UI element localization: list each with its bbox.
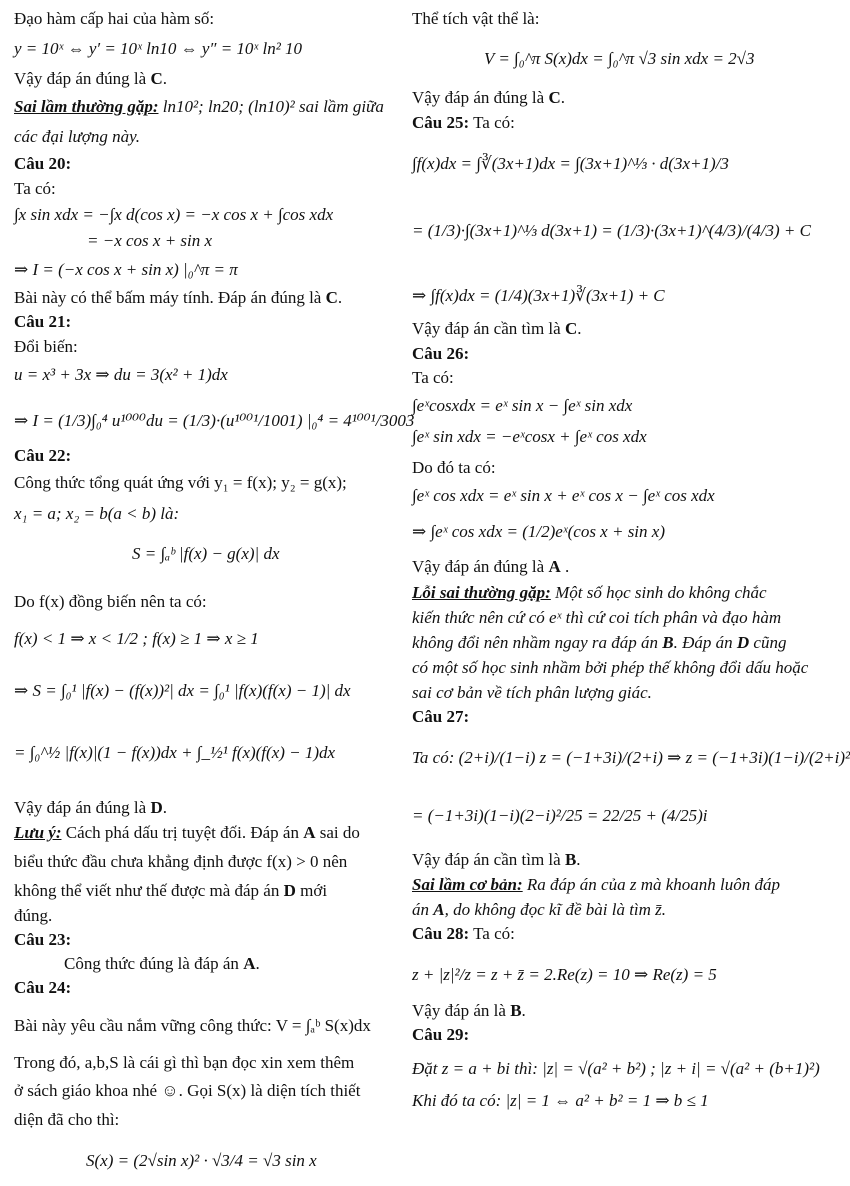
answer-line: Vậy đáp án đúng là D. [14, 798, 167, 817]
common-mistake-note: Sai lầm cơ bản: Ra đáp án của z mà khoanh luôn đáp [412, 875, 781, 894]
common-mistake-note: Lỗi sai thường gặp: Một số học sinh do không chắc [412, 583, 767, 602]
text-line: đúng. [14, 906, 53, 925]
text-line: Đạo hàm cấp hai của hàm số: [14, 9, 215, 28]
question-heading: Câu 21: [14, 312, 72, 331]
formula: Khi đó ta có: |z| = 1 ⇔ a² + b² = 1 ⇒ b ≤ 1 [412, 1091, 709, 1110]
text-line: biểu thức đầu chưa khẳng định được f(x) > 0 nên [14, 852, 348, 871]
formula: ∫eˣcosxdx = eˣ sin x − ∫eˣ sin xdx [412, 396, 633, 415]
formula: ∫x sin xdx = −∫x d(cos x) = −x cos x + ∫cos xdx [14, 205, 334, 224]
formula: f(x) < 1 ⇒ x < 1/2 ; f(x) ≥ 1 ⇒ x ≥ 1 [14, 629, 259, 648]
text-line: có một số học sinh nhầm bởi phép thế không đổi dấu hoặc [412, 658, 809, 677]
text-line: Ta có: [412, 368, 454, 387]
text-line: Thể tích vật thể là: [412, 9, 540, 28]
answer-line: Bài này có thể bấm máy tính. Đáp án đúng là C. [14, 288, 343, 307]
answer-line: Vậy đáp án đúng là C. [14, 69, 167, 88]
answer-line: Công thức đúng là đáp án A. [64, 954, 260, 973]
question-heading: Câu 22: [14, 446, 72, 465]
formula: ∫f(x)dx = ∫∛(3x+1)dx = ∫(3x+1)^⅓ · d(3x+1)/3 [412, 154, 729, 173]
formula: = (1/3)·∫(3x+1)^⅓ d(3x+1) = (1/3)·(3x+1)^(4/3)/(4/3) + C [412, 221, 811, 240]
answer-line: Vậy đáp án cần tìm là C. [412, 319, 582, 338]
question-heading: Câu 29: [412, 1025, 470, 1044]
formula: y = 10ˣ ⇔ y′ = 10ˣ ln10 ⇔ y″ = 10ˣ ln² 10 [14, 39, 303, 58]
question-heading: Câu 23: [14, 930, 72, 949]
formula: ∫eˣ cos xdx = eˣ sin x + eˣ cos x − ∫eˣ cos xdx [412, 486, 715, 505]
question-heading: Câu 25: Ta có: [412, 113, 515, 132]
text-line: Do f(x) đồng biến nên ta có: [14, 592, 207, 611]
formula: Đặt z = a + bi thì: |z| = √(a² + b²) ; |z + i| = √(a² + (b+1)²) [412, 1059, 820, 1078]
formula: ⇒ ∫f(x)dx = (1/4)(3x+1)∛(3x+1) + C [412, 286, 665, 305]
question-heading: Câu 20: [14, 154, 72, 173]
text-line: Ta có: [14, 179, 56, 198]
text-line: Đổi biến: [14, 337, 78, 356]
answer-line: Vậy đáp án là B. [412, 1001, 526, 1020]
formula: = ∫₀^½ |f(x)|(1 − f(x))dx + ∫_½¹ f(x)(f(x) − 1)dx [14, 743, 336, 762]
text-line: kiến thức nên cứ có eˣ thì cứ coi tích phân và đạo hàm [412, 608, 782, 627]
text-line: Trong đó, a,b,S là cái gì thì bạn đọc xin xem thêm [14, 1053, 355, 1072]
question-heading: Câu 27: [412, 707, 470, 726]
text-line: không thể viết như thế được mà đáp án D mới [14, 881, 328, 900]
text-line: Bài này yêu cầu nắm vững công thức: V = ∫ₐᵇ S(x)dx [14, 1016, 371, 1035]
question-heading: Câu 28: Ta có: [412, 924, 515, 943]
text-line: các đại lượng này. [14, 127, 140, 146]
formula: Ta có: (2+i)/(1−i) z = (−1+3i)/(2+i) ⇒ z = (−1+3i)(1−i)/(2+i)² [412, 748, 850, 767]
answer-line: Vậy đáp án đúng là A . [412, 557, 570, 576]
note-line: Lưu ý: Cách phá dấu trị tuyệt đối. Đáp án A sai do [14, 823, 360, 842]
formula: ∫eˣ sin xdx = −eˣcosx + ∫eˣ cos xdx [412, 427, 647, 446]
common-mistake-note: Sai lầm thường gặp: ln10²; ln20; (ln10)² sai lầm giữa [14, 97, 384, 116]
formula: = −x cos x + sin x [87, 231, 213, 250]
text-line: án A, do không đọc kĩ đề bài là tìm z̄. [412, 900, 667, 919]
question-heading: Câu 26: [412, 344, 470, 363]
formula: ⇒ ∫eˣ cos xdx = (1/2)eˣ(cos x + sin x) [412, 522, 665, 541]
question-heading: Câu 24: [14, 978, 72, 997]
formula: z + |z|²/z = z + z̄ = 2.Re(z) = 10 ⇒ Re(z) = 5 [412, 965, 717, 984]
formula: ⇒ S = ∫₀¹ |f(x) − (f(x))²| dx = ∫₀¹ |f(x)(f(x) − 1)| dx [14, 681, 351, 700]
answer-line: Vậy đáp án cần tìm là B. [412, 850, 581, 869]
answer-line: Vậy đáp án đúng là C. [412, 88, 565, 107]
text-line: không đổi nên nhầm ngay ra đáp án B. Đáp án D cũng [412, 633, 787, 652]
formula: V = ∫₀^π S(x)dx = ∫₀^π √3 sin xdx = 2√3 [484, 49, 755, 68]
formula: u = x³ + 3x ⇒ du = 3(x² + 1)dx [14, 365, 228, 384]
text-line: diện đã cho thì: [14, 1110, 120, 1129]
text-line: Công thức tổng quát ứng với y₁ = f(x); y₂ = g(x); [14, 473, 347, 492]
formula: ⇒ I = (−x cos x + sin x) |₀^π = π [14, 260, 238, 279]
formula: S(x) = (2√sin x)² · √3/4 = √3 sin x [86, 1151, 317, 1170]
text-line: Do đó ta có: [412, 458, 496, 477]
text-line: ở sách giáo khoa nhé ☺. Gọi S(x) là diện tích thiết [14, 1081, 361, 1100]
formula: S = ∫ₐᵇ |f(x) − g(x)| dx [132, 544, 280, 563]
formula: ⇒ I = (1/3)∫₀⁴ u¹⁰⁰⁰du = (1/3)·(u¹⁰⁰¹/1001) |₀⁴ = 4¹⁰⁰¹/3003 [14, 411, 415, 430]
formula: = (−1+3i)(1−i)(2−i)²/25 = 22/25 + (4/25)i [412, 806, 708, 825]
formula: x₁ = a; x₂ = b(a < b) là: [14, 504, 180, 523]
text-line: sai cơ bản về tích phân lượng giác. [412, 683, 652, 702]
